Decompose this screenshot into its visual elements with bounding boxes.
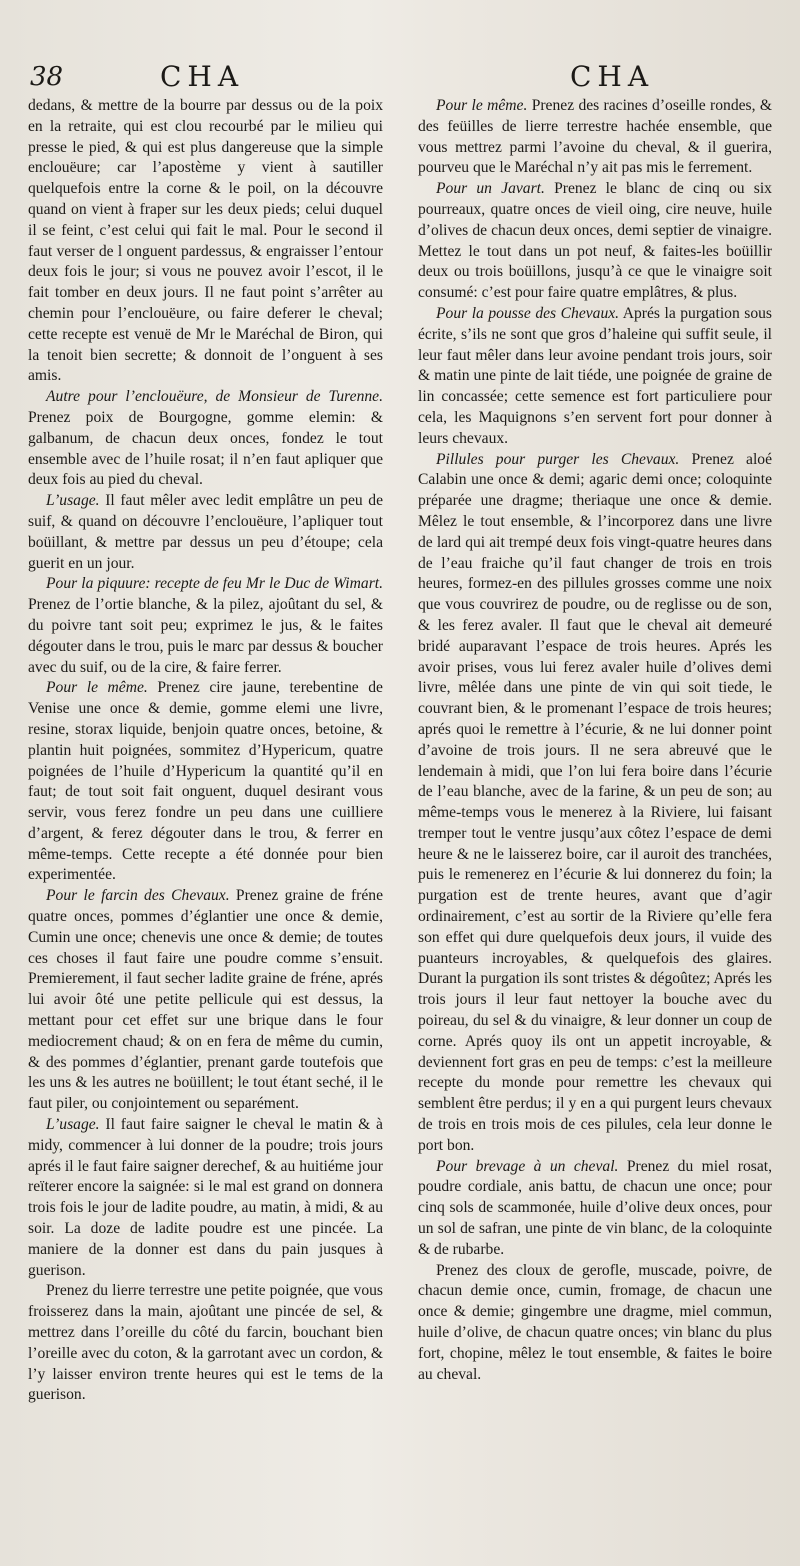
- paragraph: Pour le même. Prenez cire jaune, terebentine de Venise une once & demie, gomme elemi une livre, resine, storax liquide, benjoin quatre onces, betoine, & plantin huit poignées, sommitez d’Hypericum, quatre poignées de l’huile d’Hypericum la quantité qu’il en faut; de tout soit fait onguent, duquel desirant vous servir, vous ferez fondre un peu dans une cuilliere d’argent, & ferez dégouter dans le trou, & ferrer en même-temps. Cette recepte a été donnée pour bien experimentée.: [28, 679, 383, 884]
- running-head-right: CHA: [570, 60, 655, 93]
- paragraph-heading: Pour brevage à un cheval.: [436, 1157, 619, 1175]
- paragraph: Pour brevage à un cheval. Prenez du miel rosat, poudre cordiale, anis battu, de chacun une once; pour cinq sols de scammonée, huile d’olive deux onces, pour un sol de safran, une pinte de vin blanc, de la coloquinte & de rubarbe.: [418, 1157, 772, 1258]
- paragraph: Autre pour l’enclouëure, de Monsieur de Turenne. Prenez poix de Bourgogne, gomme elemin: & galbanum, de chacun deux onces, fondez le tout ensemble avec de l’huile rosat; il n’en faut apliquer que deux fois au pied du cheval.: [28, 388, 383, 489]
- left-column: [28, 96, 383, 1406]
- paragraph: Prenez des cloux de gerofle, muscade, poivre, de chacun demie once, cumin, fromage, de chacun une once & demie; gingembre une dragme, miel commun, huile d’olive, de chacun quatre onces; vin blanc du plus fort, chopine, mêlez le tout ensemble, & faites le boire au cheval.: [418, 1261, 772, 1383]
- paragraph-heading: L’usage.: [46, 492, 100, 510]
- paragraph-heading: L’usage.: [46, 1116, 100, 1134]
- paragraph: L’usage. Il faut faire saigner le cheval le matin & à midy, commencer à lui donner de la poudre; trois jours aprés il le faut faire saigner derechef, & au huitiéme jour reïterer encore la saignée: si le mal est grand on donnera trois fois le jour de ladite poudre, au matin, à midi, & au soir. La doze de ladite poudre est une pincée. La maniere de la donner est dans du pain jusques à guerison.: [28, 1116, 383, 1279]
- page-header: [30, 60, 770, 100]
- paragraph-heading: Pour la piquure: recepte de feu Mr le Duc de Wimart.: [46, 575, 383, 593]
- paragraph: Pour un Javart. Prenez le blanc de cinq ou six pourreaux, quatre onces de vieil oing, cire neuve, huile d’olives de chacun deux onces, demi septier de vinaigre. Mettez le tout dans un pot neuf, & faites-les boüillir deux ou trois boüillons, jusqu’à ce que le vinaigre soit consumé: c’est pour faire quatre emplâtres, & plus.: [418, 180, 772, 302]
- paragraph: Pillules pour purger les Chevaux. Prenez aloé Calabin une once & demi; agaric demi once; coloquinte préparée une dragme; theriaque une once & demie. Mêlez le tout ensemble, & l’incorporez dans une livre de lard qui ait trempé deux fois vingt-quatre heures dans de l’eau fraiche qu’il faut changer de trois en trois heures, formez-en des pillules grosses comme une noix que vous couvrirez de poudre, ou de reglisse ou de son, & les ferez avaler. Il faut que le cheval ait demeuré bridé auparavant l’espace de trois heures. Aprés les avoir prises, vous lui ferez avaler huile d’olives demi livre, mêlée dans une pinte de vin qui soit tiede, le couvrant bien, & le promenant l’espace de trois heures; aprés quoi le remettre à l’écurie, & ne lui donner point d’avoine de trois jours. Il ne sera abreuvé que le lendemain à midi, que l’on lui fera boire dans l’écurie de l’eau blanche, avec de la farine, & un peu de son; au même-temps vous le menerez à la Riviere, lui faisant tremper tout le ventre jusqu’aux côtez l’espace de demi heure & ne le laisserez boire, car il auroit des tranchées, puis le remenerez en l’écurie & lui donnerez du foin; la purgation est de trente heures, avant que d’agir ordinairement, c’est au sortir de la Riviere qu’elle fera son effet qui dure quelquefois deux jours, il vuide des puanteurs incroyables, & quelquefois des glaires. Durant la purgation ils sont tristes & dégoûtez; Aprés les trois jours il leur faut nettoyer la bouche avec du poireau, du sel & du vinaigre, & leur donner un coup de corne. Aprés quoy ils ont un appetit incroyable, & deviennent fort gras en peu de temps: c’est la meilleure recepte du monde pour remettre les chevaux qui semblent être perdus; il y en a qui purgent leurs chevaux de trois en trois mois de ces pilules, cela leur donne le port bon.: [418, 450, 772, 1154]
- paragraph-heading: Pour le même.: [436, 97, 528, 114]
- paragraph-heading: Pour la pousse des Chevaux.: [436, 304, 620, 322]
- right-column: [418, 96, 772, 1385]
- paragraph-heading: Pour le farcin des Chevaux.: [46, 887, 230, 905]
- paragraph: Pour le même. Prenez des racines d’oseille rondes, & des feüilles de lierre terrestre hachée ensemble, que vous mettrez parmi l’avoine du cheval, & il guerira, pourveu que le Maréchal n’y ait pas mis le ferrement.: [418, 97, 772, 177]
- paragraph-heading: Pour un Javart.: [436, 180, 545, 198]
- paragraph-heading: Pour le même.: [46, 679, 148, 697]
- paragraph: Pour la piquure: recepte de feu Mr le Duc de Wimart. Prenez de l’ortie blanche, & la pilez, ajoûtant du sel, & du poivre tant soit peu; exprimez le jus, & le faites dégouter dans le trou, puis le marc par dessus & boucher avec du suif, ou de la cire, & faire ferrer.: [28, 575, 383, 676]
- page-number: 38: [30, 62, 64, 92]
- paragraph-heading: Autre pour l’enclouëure, de Monsieur de Turenne.: [46, 388, 383, 406]
- paragraph: Prenez du lierre terrestre une petite poignée, que vous froisserez dans la main, ajoûtant une pincée de sel, & mettrez dans l’oreille du côté du farcin, bouchant bien l’oreille avec du coton, & la garrotant avec un cordon, & l’y laisser environ trente heures qui est le tems de la guerison.: [28, 1282, 383, 1404]
- running-head-left: CHA: [160, 60, 245, 93]
- paragraph: Pour le farcin des Chevaux. Prenez graine de fréne quatre onces, pommes d’églantier une once & demie, Cumin une once; chenevis une once & demie; de toutes ces choses il faut faire une poudre comme s’ensuit. Premierement, il faut secher ladite graine de fréne, aprés lui avoir ôté une petite pellicule qui est dessus, la mettant pour cet effet sur une brique dans le four mediocrement chaud; & on en fera de même du cumin, & des pommes d’églantier, prenant garde toutefois que les uns & les autres ne boüillent; le tout étant seché, il le faut piler, ou conjointement ou separément.: [28, 887, 383, 1113]
- paragraph: dedans, & mettre de la bourre par dessus ou de la poix en la retraite, qui est clou recourbé par le milieu qui presse le pied, & qui est plus dangereuse que la simple enclouëure; car l’apostème y vient à sautiller quelquefois entre la corne & le poil, on la découvre quand on vient à fraper sur les deux pieds; celui duquel il se feint, c’est celui qui fait le mal. Pour le second il faut verser de l onguent pardessus, & engraisser l’entour deux fois le jour; si vous ne pouvez avoir l’escot, il le fait tomber en deux jours. Il ne faut point s’arrêter au chemin pour l’enclouëure, ou faire deferer le cheval; cette recepte est venuë de Mr le Maréchal de Biron, qui la tenoit bien secrette; & donnoit de l’onguent à ses amis.: [28, 97, 383, 385]
- paragraph: L’usage. Il faut mêler avec ledit emplâtre un peu de suif, & quand on découvre l’enclouëure, l’apliquer tout boüillant, & mettre par dessus un peu d’étoupe; cela guerit en un jour.: [28, 492, 384, 572]
- paragraph-heading: Pillules pour purger les Chevaux.: [436, 450, 680, 468]
- paragraph: Pour la pousse des Chevaux. Aprés la purgation sous écrite, s’ils ne sont que gros d’haleine qui suffit seule, il leur faut mêler dans leur avoine pendant trois jours, soir & matin une pinte de lait tiéde, une poignée de graine de lin concassée; cette semence est fort particuliere pour cela, les Maquignons s’en servent fort pour donner à leurs chevaux.: [418, 304, 772, 447]
